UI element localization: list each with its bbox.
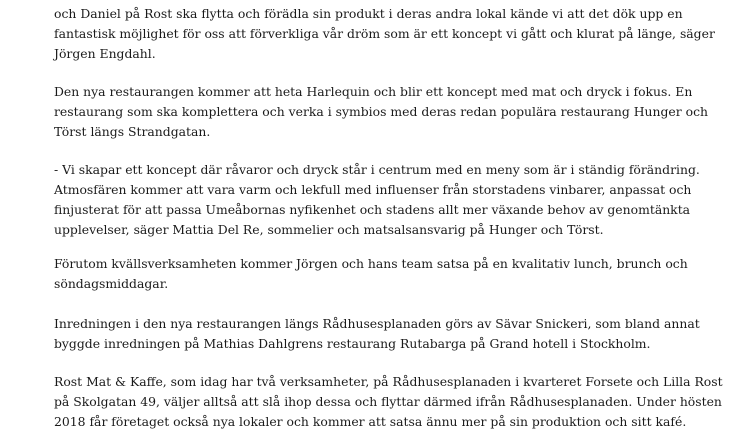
text-line: Jörgen Engdahl. <box>54 46 156 61</box>
text-line: på Skolgatan 49, väljer alltså att slå ihop dessa och flyttar därmed ifrån Rådhusesplanaden. Under hösten <box>54 394 722 409</box>
text-line: Törst längs Strandgatan. <box>54 124 211 139</box>
text-line: finjusterat för att passa Umeåbornas nyfikenhet och stadens allt mer växande behov av genomtänkta <box>54 202 691 217</box>
paragraph-lunch-brunch <box>54 254 704 294</box>
paragraph-interior <box>54 314 704 354</box>
paragraph-intro-quote <box>54 4 715 64</box>
paragraph-harlequin <box>54 82 708 142</box>
text-line: upplevelser, säger Mattia Del Re, sommelier och matsalsansvarig på Hunger och Törst. <box>54 222 604 237</box>
text-line: och Daniel på Rost ska flytta och förädla sin produkt i deras andra lokal kände vi att det dök upp en <box>54 6 683 21</box>
text-line: Inredningen i den nya restaurangen längs Rådhusesplanaden görs av Sävar Snickeri, som bland annat <box>54 316 700 331</box>
paragraph-rost-mat-kaffe <box>54 372 723 432</box>
text-line: söndagsmiddagar. <box>54 276 169 291</box>
text-line: Atmosfären kommer att vara varm och lekfull med influenser från storstadens vinbarer, anpassat och <box>54 182 692 197</box>
text-line: - Vi skapar ett koncept där råvaror och dryck står i centrum med en meny som är i ständig förändring. <box>54 162 700 177</box>
text-line: Rost Mat & Kaffe, som idag har två verksamheter, på Rådhusesplanaden i kvarteret Forsete och Lilla Rost <box>54 374 723 389</box>
text-line: restaurang som ska komplettera och verka i symbios med deras redan populära restaurang Hunger och <box>54 104 708 119</box>
text-line: fantastisk möjlighet för oss att förverkliga vår dröm som är ett koncept vi gått och klurat på länge, säger <box>54 26 715 41</box>
text-line: byggde inredningen på Mathias Dahlgrens restaurang Rutabarga på Grand hotell i Stockholm. <box>54 336 651 351</box>
paragraph-concept-quote <box>54 160 704 240</box>
text-line: Förutom kvällsverksamheten kommer Jörgen och hans team satsa på en kvalitativ lunch, brunch och <box>54 256 688 271</box>
text-line: Den nya restaurangen kommer att heta Harlequin och blir ett koncept med mat och dryck i fokus. En <box>54 84 693 99</box>
text-line: 2018 får företaget också nya lokaler och kommer att satsa ännu mer på sin produktion och sitt kafé. <box>54 414 687 429</box>
